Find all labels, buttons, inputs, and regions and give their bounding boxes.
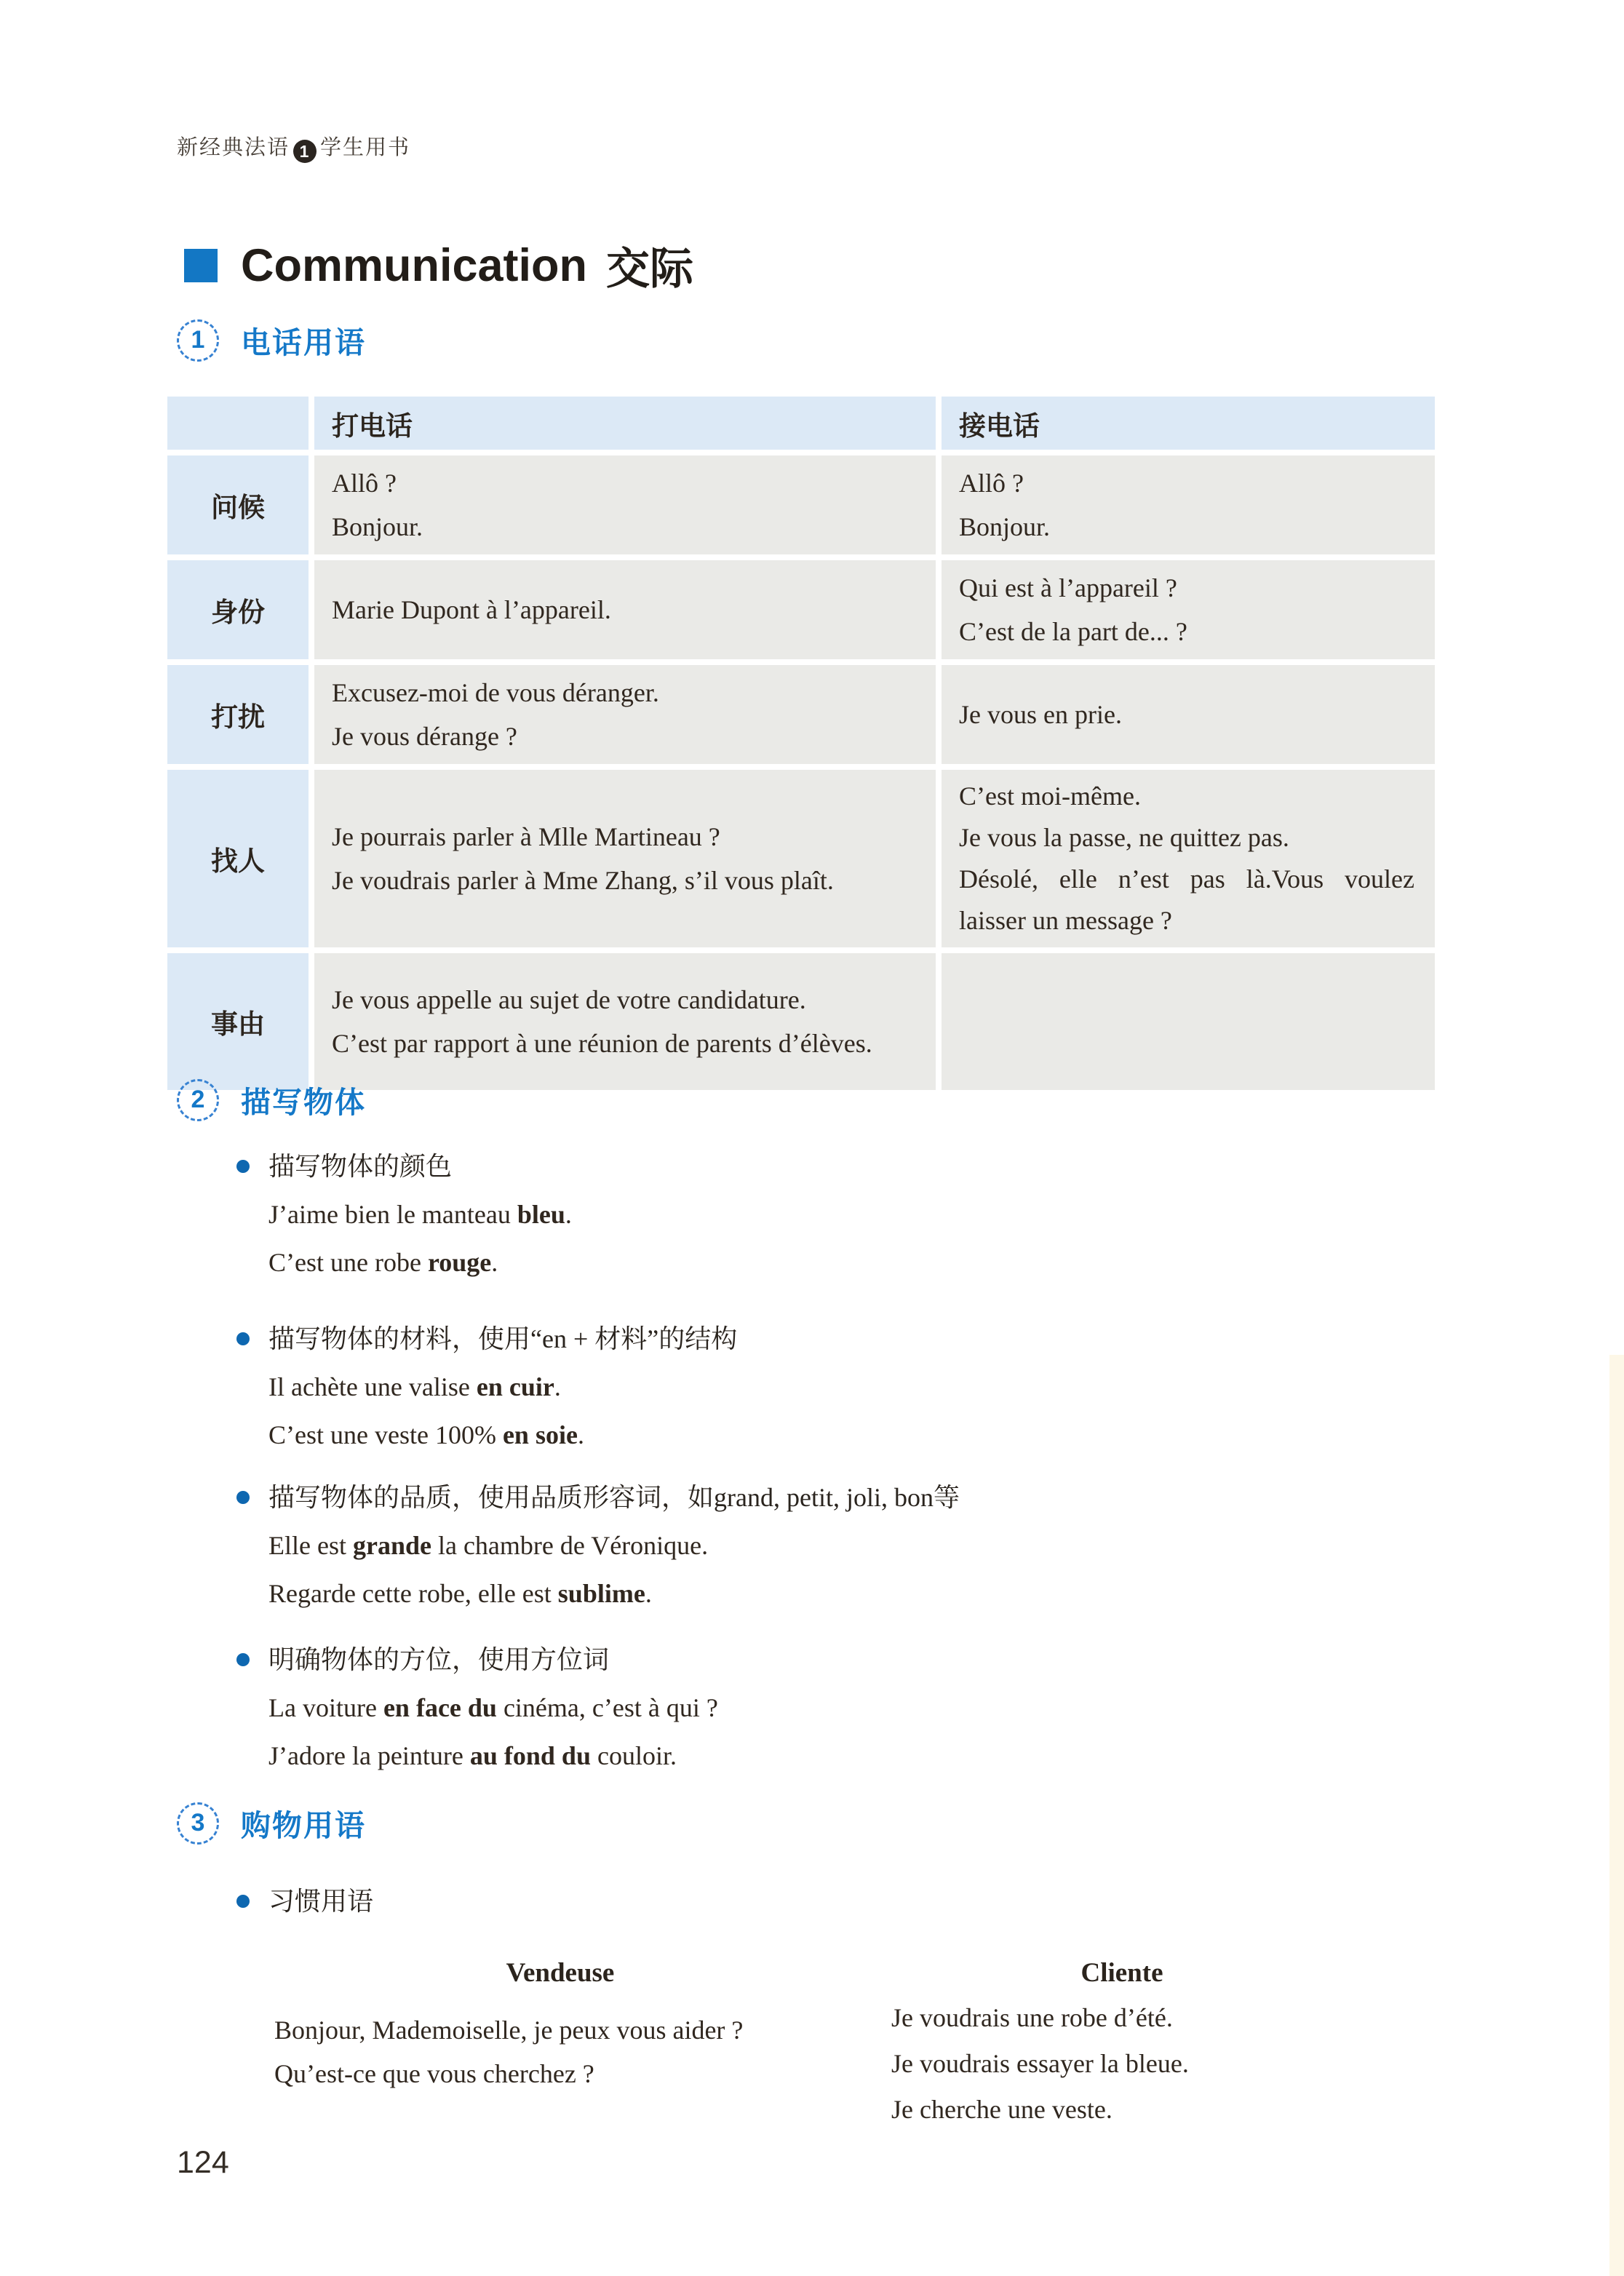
page-number: 124 xyxy=(177,2145,229,2180)
bullet-heading: 明确物体的方位，使用方位词 xyxy=(268,1645,610,1674)
section-1-title: 电话用语 xyxy=(241,326,366,359)
dialogue-line: Je voudrais essayer la bleue. xyxy=(891,2049,1189,2078)
describe-bullet-position xyxy=(236,1636,1270,1780)
table-cell-caller: Marie Dupont à l’appareil. xyxy=(314,560,936,659)
example-line: J’adore la peinture au fond du couloir. xyxy=(268,1741,677,1770)
book-number-badge: 1 xyxy=(293,140,317,163)
vendeuse-column xyxy=(258,1957,862,2096)
example-line: C’est une veste 100% en soie. xyxy=(268,1420,584,1449)
page-title xyxy=(184,234,693,297)
page-edge-strip xyxy=(1609,1355,1624,2276)
cliente-column xyxy=(859,1957,1385,2133)
bullet-dot-icon xyxy=(236,1895,250,1908)
table-cell-receiver: C’est moi-même. Je vous la passe, ne quittez pas. Désolé, elle n’est pas là.Vous voulez laisser un message ? xyxy=(942,770,1435,947)
section-heading-phone xyxy=(177,319,366,362)
bullet-dot-icon xyxy=(236,1653,250,1666)
bullet-heading: 描写物体的颜色 xyxy=(268,1152,453,1181)
vendeuse-header: Vendeuse xyxy=(506,1958,615,1988)
table-corner-cell xyxy=(167,397,309,450)
table-cell-receiver-empty xyxy=(942,953,1435,1090)
table-cell-caller: Je pourrais parler à Mlle Martineau ? Je voudrais parler à Mme Zhang, s’il vous plaît. xyxy=(314,770,936,947)
cliente-header: Cliente xyxy=(1080,1958,1163,1988)
example-line: Elle est grande la chambre de Véronique. xyxy=(268,1531,709,1560)
row-label: 问候 xyxy=(167,455,309,554)
book-header-suffix: 学生用书 xyxy=(320,136,411,159)
bullet-heading: 描写物体的材料，使用“en + 材料”的结构 xyxy=(268,1324,738,1353)
dialogue-line: Je cherche une veste. xyxy=(891,2095,1112,2124)
example-line: C’est une robe rouge. xyxy=(268,1248,498,1277)
page-title-zh: 交际 xyxy=(606,244,694,293)
table-cell-receiver: Qui est à l’appareil ? C’est de la part de... ? xyxy=(942,560,1435,659)
describe-bullet-material xyxy=(236,1315,1270,1459)
title-square-icon xyxy=(184,249,218,282)
example-line: Regarde cette robe, elle est sublime. xyxy=(268,1579,652,1608)
book-header-prefix: 新经典法语 xyxy=(177,136,290,159)
table-cell-caller: Excusez-moi de vous déranger. Je vous dérange ? xyxy=(314,665,936,764)
table-cell-receiver: Je vous en prie. xyxy=(942,665,1435,764)
section-3-title: 购物用语 xyxy=(241,1809,366,1842)
row-label: 身份 xyxy=(167,560,309,659)
dialogue-line: Qu’est-ce que vous cherchez ? xyxy=(274,2059,594,2088)
bullet-dot-icon xyxy=(236,1332,250,1345)
section-1-number-badge: 1 xyxy=(177,319,219,362)
book-header xyxy=(177,131,410,163)
section-2-number-badge: 2 xyxy=(177,1079,219,1121)
column-header-caller: 打电话 xyxy=(314,397,936,450)
example-line: J’aime bien le manteau bleu. xyxy=(268,1200,572,1229)
dialogue-line: Bonjour, Mademoiselle, je peux vous aider ? xyxy=(274,2016,744,2045)
describe-bullet-quality xyxy=(236,1473,1270,1618)
shopping-bullet xyxy=(236,1877,373,1925)
section-heading-describe xyxy=(177,1078,366,1121)
row-label: 找人 xyxy=(167,770,309,947)
bullet-heading: 描写物体的品质，使用品质形容词，如grand, petit, joli, bon等 xyxy=(268,1483,960,1512)
section-2-title: 描写物体 xyxy=(241,1086,366,1119)
example-line: La voiture en face du cinéma, c’est à qui ? xyxy=(268,1693,718,1722)
table-cell-caller: Je vous appelle au sujet de votre candidature. C’est par rapport à une réunion de parents d’élèves. xyxy=(314,953,936,1090)
dialogue-line: Je voudrais une robe d’été. xyxy=(891,2003,1173,2032)
section-heading-shopping xyxy=(177,1802,366,1845)
column-header-receiver: 接电话 xyxy=(942,397,1435,450)
describe-bullet-color xyxy=(236,1142,1270,1286)
phone-phrases-table xyxy=(167,397,1435,1090)
bullet-dot-icon xyxy=(236,1160,250,1173)
row-label: 打扰 xyxy=(167,665,309,764)
section-3-number-badge: 3 xyxy=(177,1802,219,1845)
table-cell-caller: Allô ? Bonjour. xyxy=(314,455,936,554)
row-label: 事由 xyxy=(167,953,309,1090)
table-cell-receiver: Allô ? Bonjour. xyxy=(942,455,1435,554)
bullet-dot-icon xyxy=(236,1491,250,1504)
page-title-en: Communication xyxy=(241,240,588,291)
bullet-heading: 习惯用语 xyxy=(268,1887,374,1916)
example-line: Il achète une valise en cuir. xyxy=(268,1372,561,1401)
